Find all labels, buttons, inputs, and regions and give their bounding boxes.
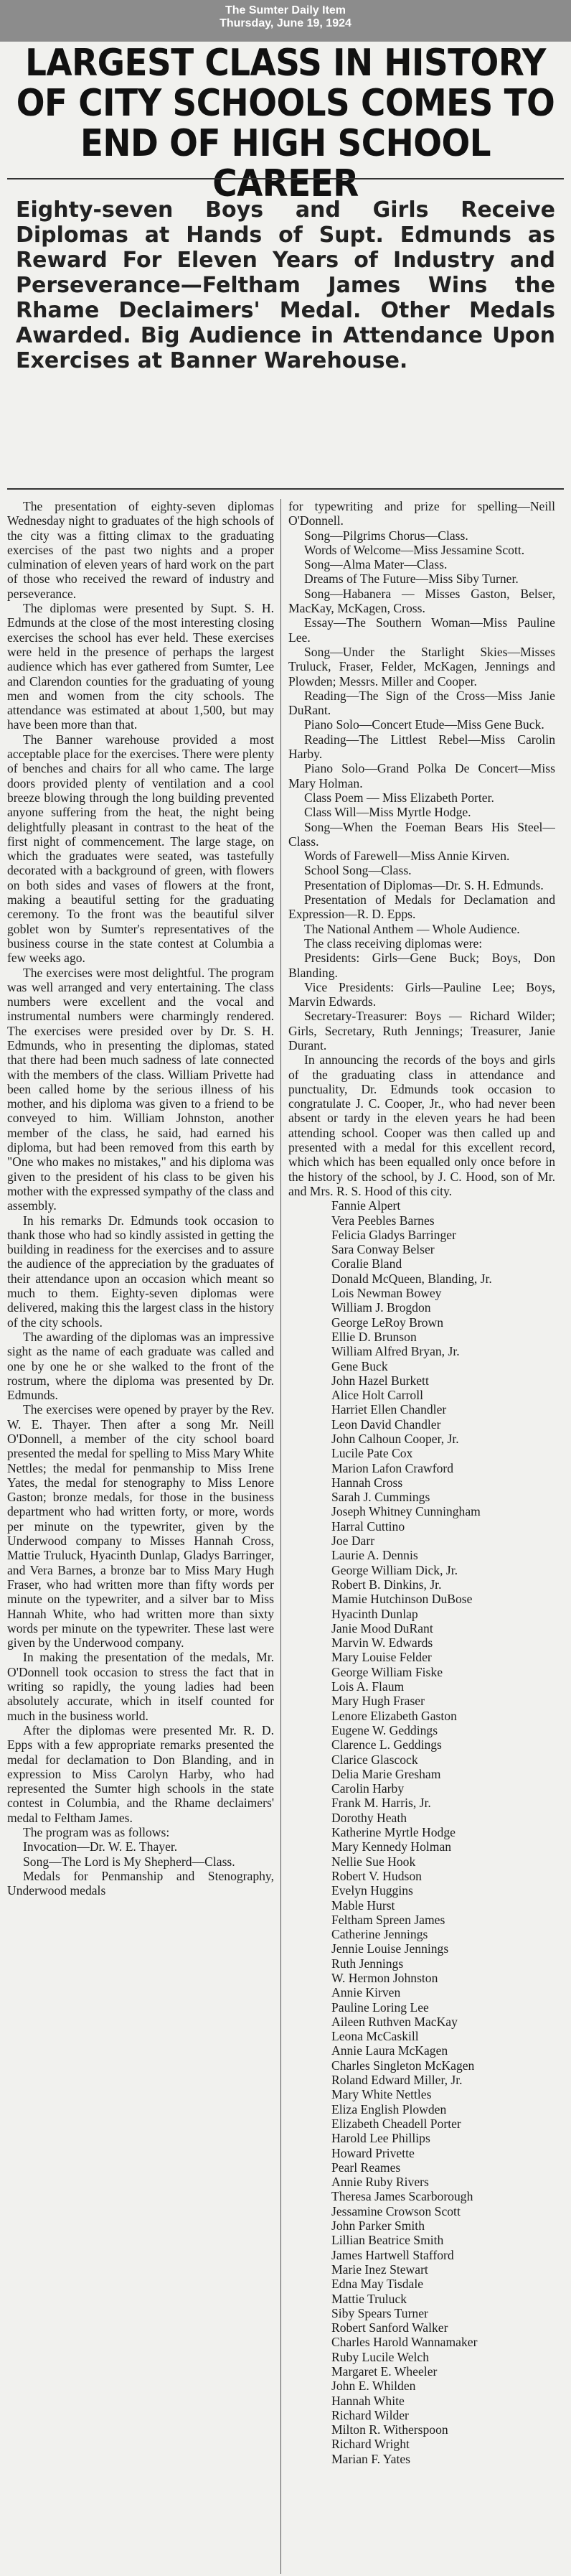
article-paragraph: Song—When the Foeman Bears His Steel—Class. bbox=[288, 819, 555, 849]
graduate-name: Milton R. Witherspoon bbox=[331, 2422, 448, 2437]
article-paragraph: Invocation—Dr. W. E. Thayer. bbox=[23, 1839, 178, 1854]
graduate-name: Hyacinth Dunlap bbox=[331, 1606, 418, 1621]
subheadline-deck: Eighty-seven Boys and Girls Receive Diplomas at Hands of Supt. Edmunds as Reward For Eleven Years of Industry and Perseverance—Feltham James Wins the Rhame Declaimers' Medal. Other Medals Awarded. Big Audience in Attendance Upon Exercises at Banner Warehouse. bbox=[16, 197, 555, 373]
headline bbox=[7, 43, 564, 204]
article-paragraph: School Song—Class. bbox=[304, 863, 412, 878]
graduate-name: John Parker Smith bbox=[331, 2218, 425, 2234]
graduate-name: Alice Holt Carroll bbox=[331, 1388, 424, 1403]
graduate-name: Marvin W. Edwards bbox=[331, 1635, 433, 1651]
graduate-name: Fannie Alpert bbox=[331, 1198, 401, 1213]
article-paragraph: The exercises were opened by prayer by the Rev. W. E. Thayer. Then after a song Mr. Neill O'Donnell, a member of the city school board presented the medal for spelling to Miss Mary White Nettles; the medal for penmanship to Miss Irene Yates, the medal for stenography to Miss Lenore Gaston; bronze medals, for those in the business department who had written forty, or more, words per minute on the typewriter, given by the Underwood company to Misses Hannah Cross, Mattie Truluck, Hyacinth Dunlap, Gladys Barringer, and Vera Barnes, a bronze bar to Miss Mary Hugh Fraser, who had written more than fifty words per minute on the typewriter, and a silver bar to Miss Hannah White, who had written more than sixty words per minute on the typewriter. These last were given by the Underwood company. bbox=[7, 1402, 274, 1651]
graduate-name: Pauline Loring Lee bbox=[331, 1999, 429, 2015]
article-paragraph: Presidents: Girls—Gene Buck; Boys, Don Blanding. bbox=[288, 951, 555, 980]
graduate-name: Robert V. Hudson bbox=[331, 1868, 422, 1883]
graduate-name: Evelyn Huggins bbox=[331, 1883, 413, 1898]
graduate-name: W. Hermon Johnston bbox=[331, 1970, 438, 1985]
graduate-name: Eliza English Plowden bbox=[331, 2101, 447, 2117]
article-paragraph: The presentation of eighty-seven diplomas Wednesday night to graduates of the high schools of the city was a fitting climax to the graduating exercises of the past two nights and a proper culmination of eleven years of hard work on the part of those who received the reward of industry and perseverance. bbox=[7, 499, 274, 601]
graduate-name: Hannah White bbox=[331, 2393, 405, 2408]
article-paragraph: The National Anthem — Whole Audience. bbox=[304, 921, 520, 936]
graduate-name: Vera Peebles Barnes bbox=[331, 1213, 435, 1228]
graduate-name: Roland Edward Miller, Jr. bbox=[331, 2073, 463, 2088]
newspaper-name: The Sumter Daily Item bbox=[225, 4, 346, 17]
graduate-name: Mary Hugh Fraser bbox=[331, 1694, 425, 1709]
graduate-name: Margaret E. Wheeler bbox=[331, 2364, 438, 2379]
graduate-name: Donald McQueen, Blanding, Jr. bbox=[331, 1271, 492, 1286]
article-paragraph: Vice Presidents: Girls—Pauline Lee; Boys, Marvin Edwards. bbox=[288, 979, 555, 1009]
article-paragraph: After the diplomas were presented Mr. R. D. Epps with a few appropriate remarks presented the medal for declamation to Don Blanding, and in expression to Miss Carolyn Harby, who had represented the Sumter high schools in the state contest in Columbia, and the Rhame declaimers' medal to Feltham James. bbox=[7, 1722, 274, 1825]
graduate-name: Eugene W. Geddings bbox=[331, 1722, 438, 1737]
publication-date: Thursday, June 19, 1924 bbox=[220, 17, 351, 29]
graduate-name: Ruth Jennings bbox=[331, 1956, 404, 1971]
article-paragraph: Class Poem — Miss Elizabeth Porter. bbox=[304, 790, 494, 805]
graduate-name: Mable Hurst bbox=[331, 1898, 395, 1913]
graduate-name: George William Fiske bbox=[331, 1664, 443, 1679]
headline-line: LARGEST CLASS IN HISTORY bbox=[25, 42, 546, 85]
graduate-name: Sara Conway Belser bbox=[331, 1242, 435, 1257]
graduate-name: Dorothy Heath bbox=[331, 1810, 407, 1825]
article-paragraph: Song—The Lord is My Shepherd—Class. bbox=[23, 1854, 235, 1869]
article-column-left bbox=[7, 499, 274, 2574]
article-paragraph: Words of Farewell—Miss Annie Kirven. bbox=[304, 849, 510, 864]
graduate-name: Mary Kennedy Holman bbox=[331, 1839, 452, 1854]
article-paragraph: The Banner warehouse provided a most acceptable place for the exercises. There were plenty of benches and chairs for all who came. The large doors provided plenty of ventilation and a cool breeze blowing through the long building prevented anyone suffering from the heat, the night being delightfully pleasant in contrast to the heat of the first night of commencement. The large stage, on which the graduates were seated, was tastefully decorated with a background of green, with flowers on both sides and vases of flowers at the front, making a beautiful setting for the graduating ceremony. To the front was the beautiful silver goblet won by Sumter's representatives of the business course in the state contest at Columbia a few weeks ago. bbox=[7, 732, 274, 966]
graduate-name: Robert B. Dinkins, Jr. bbox=[331, 1577, 442, 1592]
article-paragraph: The class receiving diplomas were: bbox=[304, 935, 483, 951]
article-paragraph: Presentation of Diplomas—Dr. S. H. Edmunds. bbox=[304, 877, 544, 892]
article-paragraph: for typewriting and prize for spelling—Neill O'Donnell. bbox=[288, 499, 555, 528]
graduate-name: Joe Darr bbox=[331, 1534, 375, 1549]
article-paragraph: In announcing the records of the boys and girls of the graduating class in attendance and punctuality, Dr. Edmunds took occasion to congratulate J. C. Cooper, Jr., who had never been absent or tardy in the eleven years he had been attending school. Cooper was then called up and presented with a medal for this excellent record, which which has been equalled only once before in the history of the school, by J. C. Hood, son of Mr. and Mrs. R. S. Hood of this city. bbox=[288, 1053, 555, 1198]
graduate-name: James Hartwell Stafford bbox=[331, 2247, 454, 2262]
deck-divider bbox=[7, 488, 564, 490]
graduate-name: Annie Ruby Rivers bbox=[331, 2175, 429, 2190]
graduate-name: George William Dick, Jr. bbox=[331, 1562, 458, 1577]
graduate-name: Mamie Hutchinson DuBose bbox=[331, 1592, 473, 1607]
graduate-name: Harriet Ellen Chandler bbox=[331, 1402, 447, 1417]
graduate-name: Lucile Pate Cox bbox=[331, 1446, 413, 1461]
article-paragraph: Song—Habanera — Misses Gaston, Belser, MacKay, McKagen, Cross. bbox=[288, 586, 555, 616]
graduates-list bbox=[288, 1198, 555, 2466]
graduate-name: Annie Laura McKagen bbox=[331, 2043, 448, 2058]
graduate-name: Charles Singleton McKagen bbox=[331, 2058, 475, 2073]
article-paragraph: Reading—The Sign of the Cross—Miss Janie DuRant. bbox=[288, 688, 555, 718]
graduate-name: Mary White Nettles bbox=[331, 2087, 432, 2102]
graduate-name: Annie Kirven bbox=[331, 1985, 401, 2000]
article-paragraph: The program was as follows: bbox=[23, 1825, 170, 1840]
graduate-name: George LeRoy Brown bbox=[331, 1315, 444, 1330]
graduate-name: Hannah Cross bbox=[331, 1475, 403, 1490]
graduate-name: Jennie Louise Jennings bbox=[331, 1941, 449, 1956]
graduate-name: Delia Marie Gresham bbox=[331, 1766, 441, 1781]
graduate-name: William J. Brogdon bbox=[331, 1300, 431, 1315]
graduate-name: Frank M. Harris, Jr. bbox=[331, 1796, 431, 1811]
graduate-name: William Alfred Bryan, Jr. bbox=[331, 1344, 460, 1359]
graduate-name: Mary Louise Felder bbox=[331, 1650, 432, 1665]
article-paragraph: Class Will—Miss Myrtle Hodge. bbox=[304, 805, 471, 820]
article-paragraph: The awarding of the diplomas was an impressive sight as the name of each graduate was called and one by one he or she walked to the front of the rostrum, where the diploma was presented by Dr. Edmunds. bbox=[7, 1329, 274, 1403]
graduate-name: Aileen Ruthven MacKay bbox=[331, 2014, 458, 2029]
graduate-name: Lois A. Flaum bbox=[331, 1679, 405, 1694]
article-paragraph: Song—Under the Starlight Skies—Misses Truluck, Fraser, Felder, McKagen, Jennings and Plowden; Messrs. Miller and Cooper. bbox=[288, 644, 555, 689]
article-paragraph: Dreams of The Future—Miss Siby Turner. bbox=[304, 571, 519, 587]
column-divider bbox=[280, 499, 281, 2574]
graduate-name: Mattie Truluck bbox=[331, 2291, 407, 2306]
graduate-name: Clarice Glascock bbox=[331, 1752, 418, 1767]
graduate-name: Lillian Beatrice Smith bbox=[331, 2233, 444, 2248]
article-column-right bbox=[288, 499, 555, 2574]
graduate-name: Coralie Bland bbox=[331, 1256, 402, 1271]
graduate-name: Jessamine Crowson Scott bbox=[331, 2203, 461, 2218]
graduate-name: Katherine Myrtle Hodge bbox=[331, 1825, 456, 1840]
graduate-name: Richard Wright bbox=[331, 2437, 410, 2452]
graduate-name: Leon David Chandler bbox=[331, 1417, 441, 1432]
graduate-name: Felicia Gladys Barringer bbox=[331, 1227, 456, 1242]
graduate-name: Theresa James Scarborough bbox=[331, 2189, 473, 2204]
graduate-name: Edna May Tisdale bbox=[331, 2277, 424, 2292]
article-paragraph: Song—Pilgrims Chorus—Class. bbox=[304, 528, 468, 543]
graduate-name: Lois Newman Bowey bbox=[331, 1286, 442, 1301]
graduate-name: Marion Lafon Crawford bbox=[331, 1460, 454, 1475]
graduate-name: Lenore Elizabeth Gaston bbox=[331, 1708, 457, 1723]
article-paragraph: Piano Solo—Concert Etude—Miss Gene Buck. bbox=[304, 717, 544, 732]
graduate-name: Ruby Lucile Welch bbox=[331, 2349, 430, 2364]
article-paragraph: Words of Welcome—Miss Jessamine Scott. bbox=[304, 542, 525, 557]
graduate-name: Clarence L. Geddings bbox=[331, 1737, 442, 1753]
headline-divider bbox=[7, 178, 564, 179]
graduate-name: Sarah J. Cummings bbox=[331, 1490, 430, 1505]
article-paragraph: Piano Solo—Grand Polka De Concert—Miss Mary Holman. bbox=[288, 761, 555, 790]
graduate-name: Leona McCaskill bbox=[331, 2029, 419, 2044]
graduate-name: Ellie D. Brunson bbox=[331, 1329, 417, 1344]
graduate-name: Nellie Sue Hook bbox=[331, 1854, 416, 1869]
graduate-name: Harral Cuttino bbox=[331, 1518, 405, 1534]
article-paragraph: Medals for Penmanship and Stenography, Underwood medals bbox=[7, 1868, 274, 1898]
graduate-name: Charles Harold Wannamaker bbox=[331, 2335, 478, 2350]
article-paragraph: In his remarks Dr. Edmunds took occasion to thank those who had so kindly assisted in getting the building in readiness for the exercises and to assure the audience of the appreciation by the graduates of their attendance upon an occasion which meant so much to them. Eighty-seven diplomas were delivered, making this the largest class in the history of the city schools. bbox=[7, 1213, 274, 1330]
graduate-name: Marie Inez Stewart bbox=[331, 2262, 428, 2277]
graduate-name: Gene Buck bbox=[331, 1358, 388, 1373]
graduate-name: Catherine Jennings bbox=[331, 1927, 428, 1942]
graduate-name: Feltham Spreen James bbox=[331, 1912, 445, 1927]
headline-line: END OF HIGH SCHOOL CAREER bbox=[80, 122, 491, 205]
article-paragraph: Presentation of Medals for Declamation and Expression—R. D. Epps. bbox=[288, 892, 555, 922]
graduate-name: Janie Mood DuRant bbox=[331, 1620, 433, 1635]
article-paragraph: Song—Alma Mater—Class. bbox=[304, 557, 448, 572]
graduate-name: John Calhoun Cooper, Jr. bbox=[331, 1432, 459, 1446]
graduate-name: Pearl Reames bbox=[331, 2160, 401, 2175]
masthead bbox=[0, 0, 571, 42]
graduate-name: Elizabeth Cheadell Porter bbox=[331, 2116, 461, 2131]
graduate-name: John E. Whilden bbox=[331, 2379, 416, 2394]
graduate-name: Robert Sanford Walker bbox=[331, 2320, 448, 2335]
article-paragraph: In making the presentation of the medals, Mr. O'Donnell took occasion to stress the fact that in writing so rapidly, the young ladies had been absolutely accurate, which in itself counted for much in the business world. bbox=[7, 1650, 274, 1723]
article-paragraph: Reading—The Littlest Rebel—Miss Carolin Harby. bbox=[288, 732, 555, 762]
article-paragraph: The exercises were most delightful. The program was well arranged and very entertaining. The class numbers were excellent and the vocal and instrumental numbers were charmingly rendered. The exercises were presided over by Dr. S. H. Edmunds, who in presenting the diplomas, stated that there had been much sadness of late connected with the members of the class. William Privette had been called home by the serious illness of his mother, and his diploma was given to a friend to be conveyed to him. William Johnston, another member of the class, he said, had earned his diploma, but had been removed from this earth by "One who makes no mistakes," and his diploma was given to the president of his class to be given his mother with the expressed sympathy of the class and assembly. bbox=[7, 965, 274, 1213]
graduate-name: Joseph Whitney Cunningham bbox=[331, 1504, 481, 1519]
graduate-name: Carolin Harby bbox=[331, 1781, 405, 1796]
graduate-name: Richard Wilder bbox=[331, 2407, 409, 2422]
article-paragraph: The diplomas were presented by Supt. S. H. Edmunds at the close of the most interesting closing exercises the school has ever held. These exercises were held in the presence of perhaps the largest audience which has ever gathered from Sumter, Lee and Clarendon counties for the graduating of young men and women from the city schools. The attendance was estimated at about 1,500, but may have been more than that. bbox=[7, 601, 274, 732]
graduate-name: Siby Spears Turner bbox=[331, 2305, 428, 2320]
graduate-name: Marian F. Yates bbox=[331, 2451, 411, 2466]
graduate-name: Howard Privette bbox=[331, 2145, 415, 2160]
graduate-name: Harold Lee Phillips bbox=[331, 2131, 430, 2146]
headline-line: OF CITY SCHOOLS COMES TO bbox=[16, 82, 555, 125]
article-paragraph: Secretary-Treasurer: Boys — Richard Wilder; Girls, Secretary, Ruth Jennings; Treasurer, Janie Durant. bbox=[288, 1009, 555, 1053]
graduate-name: John Hazel Burkett bbox=[331, 1373, 429, 1388]
graduate-name: Laurie A. Dennis bbox=[331, 1548, 418, 1563]
article-paragraph: Essay—The Southern Woman—Miss Pauline Lee. bbox=[288, 615, 555, 645]
